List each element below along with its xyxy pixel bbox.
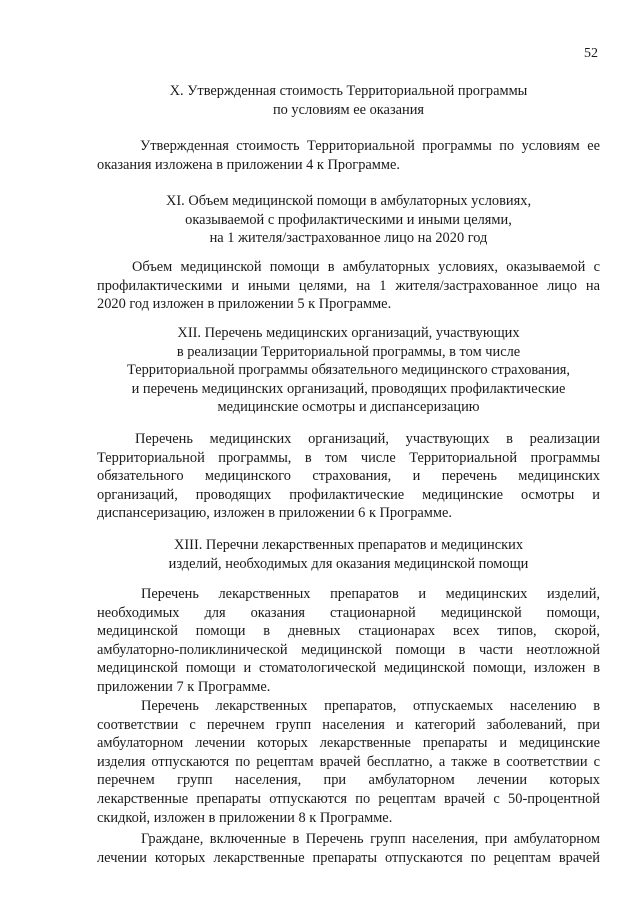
paragraph-line: изделия отпускаются по рецептам врачей бесплатно, а также в соответствии с [97,753,600,770]
heading-line: на 1 жителя/застрахованное лицо на 2020 год [209,230,488,247]
paragraph-line: Территориальной программы, в том числе Территориальной программы [97,449,600,466]
paragraph-line: амбулаторно-поликлинической медицинской помощи в части неотложной [97,641,600,658]
paragraph-line: приложении 7 к Программе. [97,678,271,695]
paragraph-line: перечнем групп населения, при амбулаторном лечении которых [97,772,600,789]
paragraph-line: 2020 год изложен в приложении 5 к Программе. [97,296,392,313]
heading-line: медицинские осмотры и диспансеризацию [217,399,480,416]
heading-line: Территориальной программы обязательного медицинского страхования, [126,362,571,379]
paragraph-line: Перечень медицинских организаций, участвующих в реализации [135,431,600,447]
paragraph-line: необходимых для оказания стационарной медицинской помощи, [97,604,600,621]
heading-line: и перечень медицинских организаций, проводящих профилактические [131,380,566,397]
section-xiii-paragraph-2 [97,697,600,827]
paragraph-line: соответствии с перечнем групп населения и категорий заболеваний, при [97,716,600,733]
section-xiii-paragraph-1 [97,585,600,697]
section-xii-heading [97,324,600,417]
paragraph-line: диспансеризацию, изложен в приложении 6 к Программе. [97,505,453,522]
page-number: 52 [584,46,598,61]
section-x-paragraph [97,137,600,174]
heading-line: X. Утвержденная стоимость Территориальной программы [169,83,528,99]
heading-line: XII. Перечень медицинских организаций, участвующих [177,325,520,341]
paragraph-line: Перечень лекарственных препаратов и медицинских изделий, [141,586,600,602]
paragraph-line: лечении которых лекарственные препараты отпускаются по рецептам врачей [97,849,600,866]
heading-line: изделий, необходимых для оказания медицинской помощи [168,555,529,572]
heading-line: оказываемой с профилактическими и иными целями, [185,211,512,228]
paragraph-line: Утвержденная стоимость Территориальной программы по условиям ее [140,138,600,154]
paragraph-line: Перечень лекарственных препаратов, отпускаемых населению в [141,698,600,714]
section-xiii-heading [97,536,600,573]
paragraph-line: профилактическими и иными целями, на 1 жителя/застрахованное лицо на [97,277,600,294]
paragraph-line: медицинской помощи в дневных стационарах всех типов, скорой, [97,623,600,640]
paragraph-line: организаций, проводящих профилактические медицинские осмотры и [97,486,600,503]
paragraph-line: лекарственные препараты отпускаются по рецептам врачей с 50-процентной [97,790,600,807]
section-xi-heading [97,192,600,248]
paragraph-line: скидкой, изложен в приложении 8 к Программе. [97,809,393,826]
section-xi-paragraph [97,258,600,314]
section-xiii-paragraph-3 [97,830,600,867]
heading-line: XI. Объем медицинской помощи в амбулаторных условиях, [165,193,532,209]
section-x-heading [97,82,600,119]
paragraph-line: оказания изложена в приложении 4 к Программе. [97,156,400,173]
paragraph-line: обязательного медицинского страхования, и перечень медицинских [97,468,600,485]
paragraph-line: Граждане, включенные в Перечень групп населения, при амбулаторном [141,831,600,847]
heading-line: по условиям ее оказания [272,101,425,118]
paragraph-line: Объем медицинской помощи в амбулаторных условиях, оказываемой с [132,259,600,275]
heading-line: в реализации Территориальной программы, в том числе [176,343,521,360]
paragraph-line: амбулаторном лечении которых лекарственные препараты и медицинские [97,735,600,752]
heading-line: XIII. Перечни лекарственных препаратов и медицинских [173,537,524,553]
paragraph-line: медицинской помощи и стоматологической медицинской помощи, изложен в [97,660,600,677]
section-xii-paragraph [97,430,600,523]
